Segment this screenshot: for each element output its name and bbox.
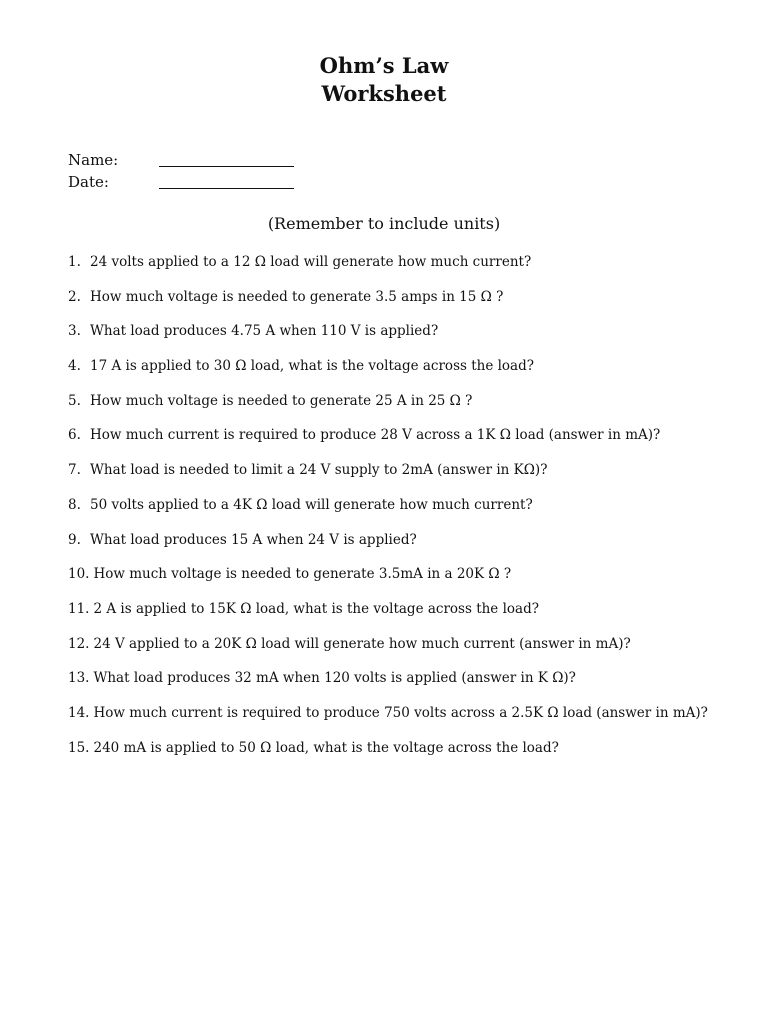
question-text: 24 V applied to a 20K Ω load will generate how much current (answer in mA)?: [93, 635, 631, 652]
question-item: [68, 321, 748, 356]
date-label: Date:: [68, 173, 109, 191]
question-text: 24 volts applied to a 12 Ω load will generate how much current?: [90, 254, 532, 270]
question-number: 4.: [68, 358, 81, 375]
question-number: 13.: [68, 670, 90, 687]
question-number: 14.: [68, 704, 90, 721]
question-item: [68, 738, 748, 773]
question-list: [68, 252, 748, 772]
question-number: 15.: [68, 739, 90, 756]
question-text: What load produces 15 A when 24 V is applied?: [90, 531, 417, 548]
question-text: 17 A is applied to 30 Ω load, what is the voltage across the load?: [90, 358, 534, 375]
question-number: 6.: [68, 427, 81, 444]
question-item: [68, 391, 748, 426]
question-item: [68, 703, 748, 738]
question-text: What load produces 4.75 A when 110 V is applied?: [90, 323, 439, 340]
question-item: [68, 530, 748, 565]
question-text: What load is needed to limit a 24 V supply to 2mA (answer in KΩ)?: [90, 462, 548, 479]
question-number: 11.: [68, 600, 90, 617]
units-reminder: (Remember to include units): [267, 214, 501, 233]
question-text: How much current is required to produce 750 volts across a 2.5K Ω load (answer in mA)?: [93, 704, 708, 721]
question-text: How much current is required to produce 28 V across a 1K Ω load (answer in mA)?: [90, 427, 661, 444]
question-item: [68, 634, 748, 669]
question-number: 8.: [68, 496, 81, 513]
question-number: 10.: [68, 566, 90, 583]
question-number: 2.: [68, 288, 81, 305]
question-item: [68, 668, 748, 703]
question-text: How much voltage is needed to generate 3.5mA in a 20K Ω ?: [93, 566, 512, 583]
question-text: What load produces 32 mA when 120 volts is applied (answer in K Ω)?: [93, 670, 576, 687]
name-blank-line: [159, 166, 294, 167]
question-text: 2 A is applied to 15K Ω load, what is the voltage across the load?: [93, 600, 539, 617]
question-text: How much voltage is needed to generate 3.5 amps in 15 Ω ?: [90, 288, 504, 305]
question-number: 5.: [68, 392, 81, 409]
question-text: 240 mA is applied to 50 Ω load, what is the voltage across the load?: [93, 739, 559, 756]
question-item: [68, 252, 748, 287]
question-item: [68, 460, 748, 495]
question-text: 50 volts applied to a 4K Ω load will generate how much current?: [90, 496, 533, 513]
question-item: [68, 356, 748, 391]
worksheet-title-line1: Ohm’s Law: [319, 53, 449, 78]
question-text: How much voltage is needed to generate 25 A in 25 Ω ?: [90, 392, 473, 409]
question-item: [68, 287, 748, 322]
question-number: 3.: [68, 323, 81, 340]
question-item: [68, 564, 748, 599]
name-label: Name:: [68, 151, 119, 169]
worksheet-title-line2: Worksheet: [321, 81, 447, 106]
question-number: 12.: [68, 635, 90, 652]
question-number: 1.: [68, 254, 81, 270]
date-field: [68, 171, 308, 193]
question-number: 9.: [68, 531, 81, 548]
question-item: [68, 425, 748, 460]
question-item: [68, 495, 748, 530]
question-item: [68, 599, 748, 634]
name-field: [68, 149, 308, 171]
question-number: 7.: [68, 462, 81, 479]
date-blank-line: [159, 188, 294, 189]
